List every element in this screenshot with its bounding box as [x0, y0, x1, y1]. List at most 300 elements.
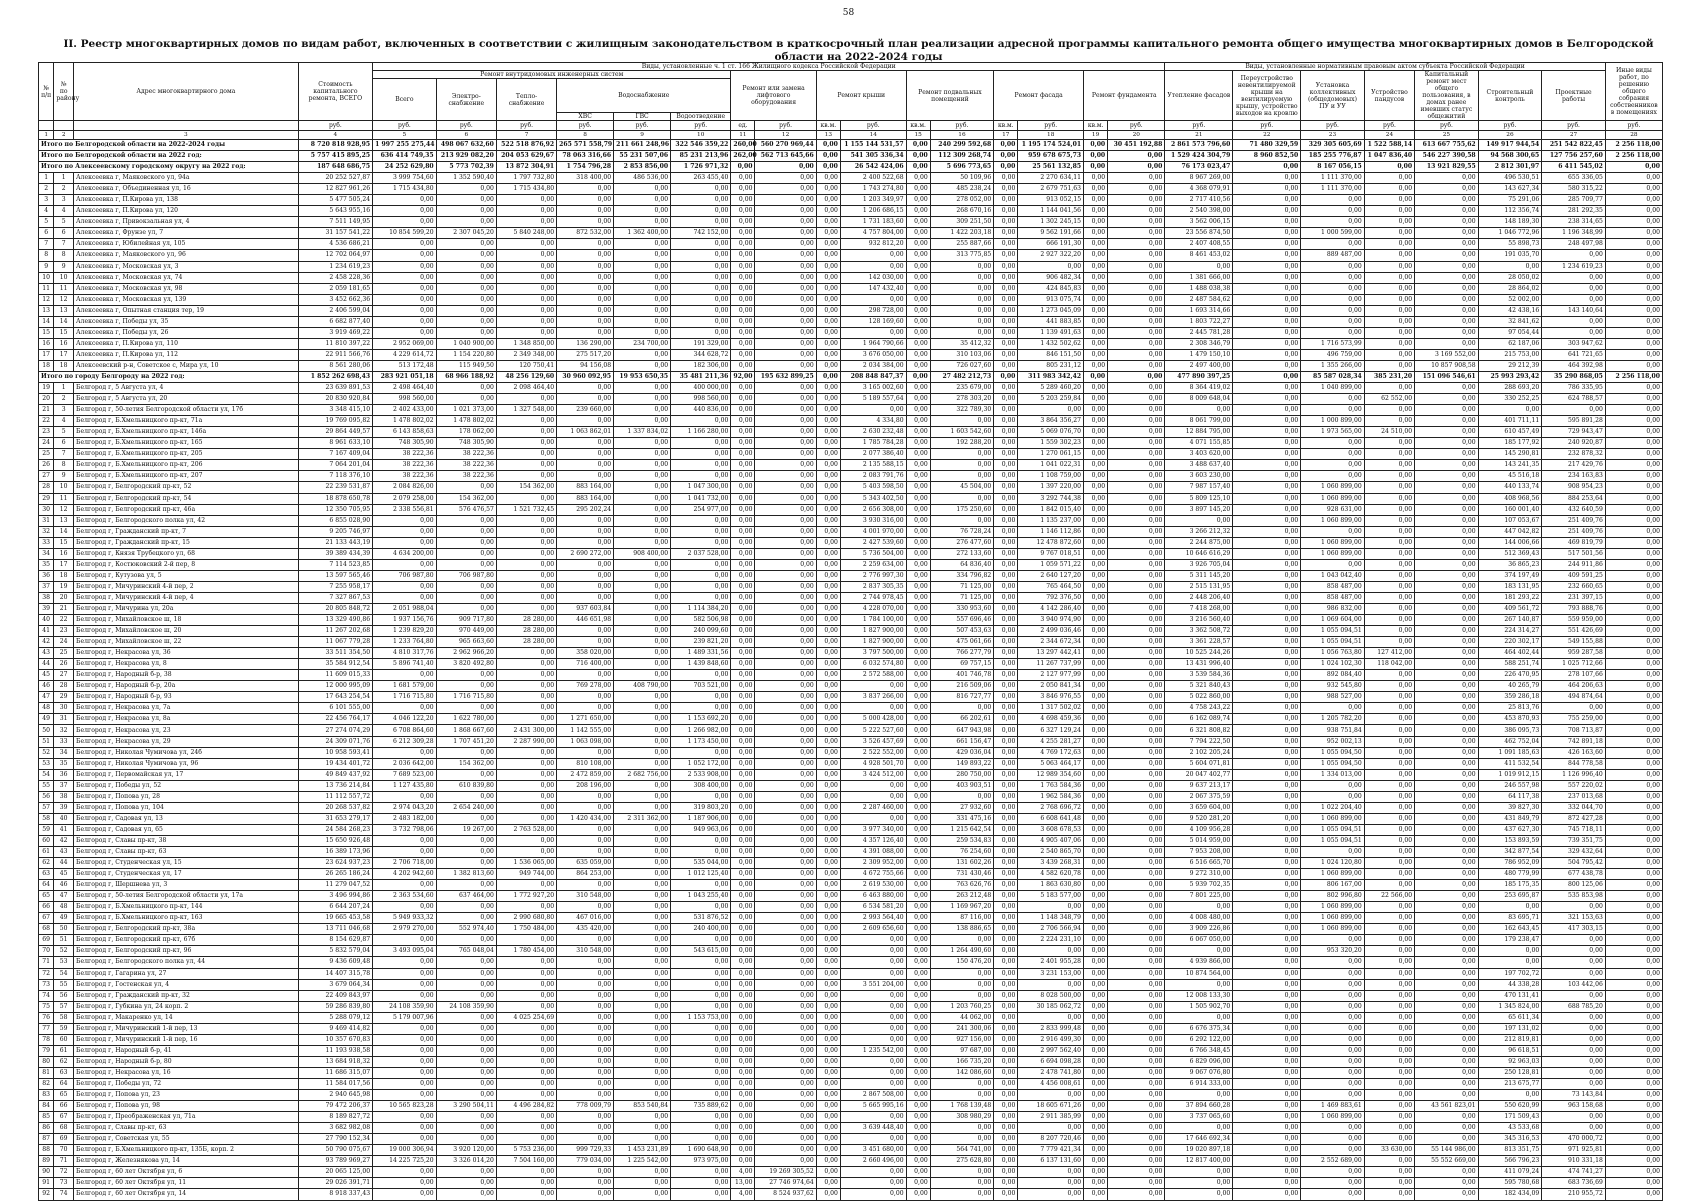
value-cell: 0,00 — [614, 1134, 671, 1145]
value-cell: 0,00 — [671, 1167, 731, 1178]
value-cell: 932 812,20 — [840, 239, 906, 250]
row-number: 33 — [39, 537, 54, 548]
value-cell: 0,00 — [496, 747, 556, 758]
table-row — [39, 968, 1663, 979]
value-cell: 0,00 — [436, 1090, 496, 1101]
value-cell: 35 290 868,05 — [1542, 371, 1606, 382]
total-label: Итого по Белгородской области на 2022 год: — [39, 151, 299, 162]
value-cell: 0,00 — [1415, 736, 1479, 747]
value-cell: 0,00 — [731, 1001, 755, 1012]
value-cell: 268 670,16 — [930, 206, 994, 217]
table-row — [39, 902, 1663, 913]
row-number: 61 — [39, 847, 54, 858]
value-cell: 0,00 — [557, 902, 614, 913]
value-cell: 0,00 — [816, 714, 840, 725]
value-cell: 0,00 — [731, 449, 755, 460]
value-cell: 0,00 — [436, 283, 496, 294]
value-cell: 9 469 414,82 — [298, 1023, 373, 1034]
value-cell: 0,00 — [994, 228, 1018, 239]
value-cell: 0,00 — [1233, 471, 1301, 482]
value-cell: 0,00 — [1233, 637, 1301, 648]
address-cell: Алексеевка г, П.Кирова ул, 112 — [74, 349, 299, 360]
value-cell: 0,00 — [1415, 1034, 1479, 1045]
value-cell: 0,00 — [436, 239, 496, 250]
value-cell: 0,00 — [731, 670, 755, 681]
value-cell: 0,00 — [1084, 968, 1108, 979]
total-label: Итого по городу Белгороду на 2022 год: — [39, 371, 299, 382]
value-cell: 0,00 — [816, 1178, 840, 1189]
value-cell: 0,00 — [755, 692, 816, 703]
value-cell: 0,00 — [1364, 493, 1414, 504]
value-cell: 96 618,51 — [1478, 1045, 1542, 1056]
value-cell: 0,00 — [496, 1178, 556, 1189]
value-cell: 0,00 — [436, 537, 496, 548]
value-cell: 0,00 — [1364, 924, 1414, 935]
value-cell: 1 797 732,80 — [496, 173, 556, 184]
value-cell: 0,00 — [816, 581, 840, 592]
value-cell: 3 216 560,40 — [1165, 615, 1233, 626]
value-cell: 2 472 859,00 — [557, 769, 614, 780]
district-number: 11 — [54, 283, 74, 294]
value-cell: 0,00 — [994, 383, 1018, 394]
value-cell: 0,00 — [1165, 1090, 1233, 1101]
value-cell: 0,00 — [1605, 1012, 1662, 1023]
value-cell: 6 766 348,45 — [1165, 1045, 1233, 1056]
value-cell: 332 044,70 — [1542, 802, 1606, 813]
address-cell: Белгород г, Студенческая ул, 15 — [74, 858, 299, 869]
value-cell: 0,00 — [1084, 780, 1108, 791]
value-cell: 0,00 — [1233, 305, 1301, 316]
value-cell: 0,00 — [496, 990, 556, 1001]
value-cell: 3 977 340,00 — [840, 824, 906, 835]
value-cell: 0,00 — [373, 1045, 437, 1056]
table-row — [39, 1067, 1663, 1078]
value-cell: 0,00 — [994, 371, 1018, 382]
row-number: 23 — [39, 427, 54, 438]
value-cell: 13 736 214,84 — [298, 780, 373, 791]
value-cell: 0,00 — [1415, 670, 1479, 681]
value-cell: 76 728,24 — [930, 526, 994, 537]
value-cell: 0,00 — [1415, 493, 1479, 504]
value-cell: 0,00 — [994, 570, 1018, 581]
value-cell: 224 314,27 — [1478, 626, 1542, 637]
value-cell: 0,00 — [906, 615, 930, 626]
total-row — [39, 151, 1663, 162]
value-cell: 0,00 — [614, 670, 671, 681]
value-cell: 0,00 — [755, 526, 816, 537]
value-cell: 0,00 — [614, 847, 671, 858]
district-number: 23 — [54, 626, 74, 637]
value-cell: 0,00 — [816, 338, 840, 349]
value-cell: 0,00 — [1084, 338, 1108, 349]
value-cell: 1 273 045,09 — [1018, 305, 1084, 316]
value-cell: 1 046 772,96 — [1478, 228, 1542, 239]
value-cell: 883 164,00 — [557, 482, 614, 493]
value-cell: 0,00 — [755, 1123, 816, 1134]
value-cell: 0,00 — [994, 438, 1018, 449]
value-cell: 0,00 — [731, 1067, 755, 1078]
value-cell: 0,00 — [1301, 791, 1365, 802]
value-cell: 742 891,18 — [1542, 736, 1606, 747]
value-cell: 1 060 899,00 — [1301, 924, 1365, 935]
unit-cell: кв.м. — [816, 121, 840, 131]
value-cell: 3 897 145,20 — [1165, 504, 1233, 515]
value-cell: 462 752,04 — [1478, 736, 1542, 747]
value-cell: 0,00 — [1233, 592, 1301, 603]
value-cell: 0,00 — [1364, 460, 1414, 471]
value-cell: 0,00 — [816, 758, 840, 769]
value-cell: 0,00 — [906, 581, 930, 592]
value-cell: 0,00 — [373, 537, 437, 548]
value-cell: 0,00 — [1233, 670, 1301, 681]
value-cell: 31 653 279,17 — [298, 813, 373, 824]
value-cell: 0,00 — [614, 1045, 671, 1056]
value-cell: 0,00 — [614, 1178, 671, 1189]
value-cell: 0,00 — [930, 493, 994, 504]
value-cell: 0,00 — [816, 791, 840, 802]
value-cell: 19 267,00 — [436, 824, 496, 835]
address-cell: Белгород г, Студенческая ул, 17 — [74, 869, 299, 880]
header-water: Водоснабжение — [557, 79, 731, 113]
value-cell: 0,00 — [1542, 1078, 1606, 1089]
value-cell: 0,00 — [1364, 692, 1414, 703]
value-cell: 745 718,11 — [1542, 824, 1606, 835]
value-cell: 0,00 — [1084, 637, 1108, 648]
address-cell: Белгород г, Белгородский пр-кт, 46а — [74, 504, 299, 515]
value-cell: 0,00 — [1364, 1178, 1414, 1189]
address-cell: Белгород г, Некрасова ул, 23 — [74, 725, 299, 736]
column-number: 4 — [298, 131, 373, 140]
value-cell: 0,00 — [496, 835, 556, 846]
value-cell: 197 131,02 — [1478, 1023, 1542, 1034]
value-cell: 1 239 829,20 — [373, 626, 437, 637]
table-row — [39, 1001, 1663, 1012]
value-cell: 0,00 — [614, 537, 671, 548]
value-cell: 4 456 008,61 — [1018, 1078, 1084, 1089]
value-cell: 0,00 — [1605, 482, 1662, 493]
value-cell: 0,00 — [614, 482, 671, 493]
value-cell: 0,00 — [1233, 880, 1301, 891]
value-cell: 0,00 — [755, 1145, 816, 1156]
value-cell: 52 002,00 — [1478, 294, 1542, 305]
value-cell: 0,00 — [906, 592, 930, 603]
value-cell: 0,00 — [816, 416, 840, 427]
value-cell: 11 067 779,28 — [298, 637, 373, 648]
value-cell: 0,00 — [1233, 758, 1301, 769]
value-cell: 1 478 802,02 — [373, 416, 437, 427]
value-cell: 0,00 — [1108, 1101, 1165, 1112]
value-cell: 1 091 185,63 — [1478, 747, 1542, 758]
value-cell: 0,00 — [1233, 283, 1301, 294]
value-cell: 0,00 — [614, 1112, 671, 1123]
value-cell: 0,00 — [755, 360, 816, 371]
value-cell: 0,00 — [1108, 979, 1165, 990]
value-cell: 278 107,66 — [1542, 670, 1606, 681]
district-number: 21 — [54, 603, 74, 614]
value-cell: 0,00 — [906, 405, 930, 416]
value-cell: 0,00 — [1108, 990, 1165, 1001]
value-cell: 0,00 — [671, 692, 731, 703]
value-cell: 44 062,00 — [930, 1012, 994, 1023]
value-cell: 0,00 — [994, 581, 1018, 592]
value-cell: 0,00 — [906, 869, 930, 880]
value-cell: 0,00 — [557, 537, 614, 548]
value-cell: 0,00 — [1084, 835, 1108, 846]
value-cell: 0,00 — [1301, 1001, 1365, 1012]
value-cell: 0,00 — [1108, 261, 1165, 272]
value-cell: 0,00 — [906, 184, 930, 195]
table-row — [39, 1123, 1663, 1134]
value-cell: 0,00 — [1233, 1090, 1301, 1101]
value-cell: 20 268 537,82 — [298, 802, 373, 813]
unit-cell: руб. — [557, 121, 614, 131]
unit-cell: руб. — [1233, 121, 1301, 131]
column-number: 18 — [1018, 131, 1084, 140]
value-cell: 3 999 754,60 — [373, 173, 437, 184]
value-cell: 0,00 — [1415, 173, 1479, 184]
value-cell: 0,00 — [557, 416, 614, 427]
value-cell: 0,00 — [1605, 515, 1662, 526]
value-cell: 0,00 — [755, 537, 816, 548]
district-number: 52 — [54, 946, 74, 957]
value-cell: 0,00 — [1108, 780, 1165, 791]
value-cell: 1 148 348,79 — [1018, 913, 1084, 924]
value-cell: 0,00 — [816, 327, 840, 338]
value-cell: 409 591,25 — [1542, 570, 1606, 581]
value-cell: 0,00 — [1084, 1178, 1108, 1189]
value-cell: 24 252 629,80 — [373, 162, 437, 173]
row-number: 90 — [39, 1167, 54, 1178]
address-cell: Алексеевка г, Победы ул, 26 — [74, 327, 299, 338]
value-cell: 2 077 386,40 — [840, 449, 906, 460]
value-cell: 3 737 065,60 — [1165, 1112, 1233, 1123]
value-cell: 78 063 316,66 — [557, 151, 614, 162]
value-cell: 0,00 — [1605, 615, 1662, 626]
value-cell: 4 025 254,69 — [496, 1012, 556, 1023]
value-cell: 0,00 — [994, 835, 1018, 846]
unit-cell: кв.м. — [906, 121, 930, 131]
row-number: 84 — [39, 1101, 54, 1112]
value-cell: 0,00 — [906, 1034, 930, 1045]
value-cell: 0,00 — [1415, 835, 1479, 846]
value-cell: 0,00 — [816, 195, 840, 206]
value-cell: 8 189 827,72 — [298, 1112, 373, 1123]
value-cell: 0,00 — [1364, 327, 1414, 338]
value-cell: 0,00 — [1364, 1167, 1414, 1178]
value-cell: 0,00 — [816, 968, 840, 979]
value-cell: 0,00 — [373, 880, 437, 891]
value-cell: 0,00 — [436, 835, 496, 846]
unit-cell: руб. — [1108, 121, 1165, 131]
district-number: 70 — [54, 1145, 74, 1156]
value-cell: 0,00 — [614, 1167, 671, 1178]
value-cell: 0,00 — [496, 206, 556, 217]
row-number: 50 — [39, 725, 54, 736]
value-cell: 0,00 — [1233, 681, 1301, 692]
value-cell: 0,00 — [614, 824, 671, 835]
value-cell: 0,00 — [1415, 427, 1479, 438]
value-cell: 0,00 — [906, 747, 930, 758]
value-cell: 0,00 — [1301, 1189, 1365, 1200]
value-cell: 8 967 269,00 — [1165, 173, 1233, 184]
value-cell: 0,00 — [994, 1023, 1018, 1034]
value-cell: 0,00 — [1233, 184, 1301, 195]
value-cell: 1 863 630,80 — [1018, 880, 1084, 891]
value-cell: 0,00 — [755, 1078, 816, 1089]
value-cell: 0,00 — [1108, 592, 1165, 603]
value-cell: 0,00 — [373, 261, 437, 272]
value-cell: 0,00 — [906, 935, 930, 946]
value-cell: 0,00 — [1364, 637, 1414, 648]
value-cell: 0,00 — [906, 780, 930, 791]
value-cell: 0,00 — [1233, 902, 1301, 913]
value-cell: 0,00 — [731, 769, 755, 780]
value-cell: 0,00 — [906, 913, 930, 924]
value-cell: 0,00 — [1084, 228, 1108, 239]
value-cell: 0,00 — [671, 471, 731, 482]
value-cell: 181 293,22 — [1478, 592, 1542, 603]
value-cell: 4 142 286,40 — [1018, 603, 1084, 614]
table-row — [39, 217, 1663, 228]
value-cell: 0,00 — [1108, 1134, 1165, 1145]
value-cell: 235 679,00 — [930, 383, 994, 394]
value-cell: 0,00 — [1605, 681, 1662, 692]
value-cell: 998 560,00 — [671, 394, 731, 405]
value-cell: 1 235 542,00 — [840, 1045, 906, 1056]
value-cell: 0,00 — [1108, 835, 1165, 846]
value-cell: 0,00 — [994, 1123, 1018, 1134]
value-cell: 0,00 — [671, 1090, 731, 1101]
table-row — [39, 294, 1663, 305]
value-cell: 0,00 — [1165, 1189, 1233, 1200]
row-number: 29 — [39, 493, 54, 504]
value-cell: 1 000 899,00 — [1301, 416, 1365, 427]
value-cell: 0,00 — [436, 316, 496, 327]
value-cell: 1 716 715,80 — [373, 692, 437, 703]
value-cell: 5 665 995,16 — [840, 1101, 906, 1112]
value-cell: 0,00 — [1233, 1145, 1301, 1156]
value-cell: 0,00 — [840, 681, 906, 692]
value-cell: 0,00 — [1605, 880, 1662, 891]
value-cell: 237 013,68 — [1542, 791, 1606, 802]
value-cell: 5 183 577,00 — [1018, 891, 1084, 902]
value-cell: 0,00 — [436, 305, 496, 316]
value-cell: 0,00 — [1084, 504, 1108, 515]
value-cell: 2 619 530,00 — [840, 880, 906, 891]
value-cell: 0,00 — [1233, 1023, 1301, 1034]
value-cell: 0,00 — [671, 1045, 731, 1056]
value-cell: 0,00 — [496, 1112, 556, 1123]
value-cell: 3 169 552,00 — [1415, 349, 1479, 360]
value-cell: 0,00 — [1084, 802, 1108, 813]
value-cell: 0,00 — [373, 1078, 437, 1089]
value-cell: 0,00 — [1108, 703, 1165, 714]
value-cell: 0,00 — [496, 394, 556, 405]
value-cell: 9 637 213,17 — [1165, 780, 1233, 791]
value-cell: 2 522 552,00 — [840, 747, 906, 758]
value-cell: 0,00 — [1233, 1123, 1301, 1134]
value-cell: 0,00 — [994, 360, 1018, 371]
value-cell: 0,00 — [1605, 1034, 1662, 1045]
value-cell: 0,00 — [816, 880, 840, 891]
value-cell: 0,00 — [1233, 725, 1301, 736]
value-cell: 0,00 — [731, 1034, 755, 1045]
value-cell: 0,00 — [755, 1056, 816, 1067]
column-number: 11 — [731, 131, 755, 140]
value-cell: 0,00 — [1605, 648, 1662, 659]
value-cell: 1 726 971,32 — [671, 162, 731, 173]
value-cell: 0,00 — [1108, 427, 1165, 438]
value-cell: 470 131,41 — [1478, 990, 1542, 1001]
value-cell: 0,00 — [1108, 603, 1165, 614]
row-number: 60 — [39, 835, 54, 846]
value-cell: 446 651,98 — [557, 615, 614, 626]
value-cell: 3 439 268,31 — [1018, 858, 1084, 869]
value-cell: 1 126 996,40 — [1542, 769, 1606, 780]
value-cell: 0,00 — [614, 791, 671, 802]
value-cell: 185 255 776,87 — [1301, 151, 1365, 162]
value-cell: 0,00 — [1108, 1067, 1165, 1078]
value-cell: 0,00 — [994, 670, 1018, 681]
address-cell: Белгород г, 50-летия Белгородской области ул, 17б — [74, 405, 299, 416]
value-cell: 0,00 — [1084, 151, 1108, 162]
value-cell: 8 364 419,02 — [1165, 383, 1233, 394]
value-cell: 0,00 — [840, 1023, 906, 1034]
value-cell: 0,00 — [496, 935, 556, 946]
value-cell: 7 689 523,00 — [373, 769, 437, 780]
unit-cell-empty — [54, 121, 74, 131]
value-cell: 0,00 — [373, 515, 437, 526]
value-cell: 0,00 — [436, 482, 496, 493]
value-cell: 29 026 391,71 — [298, 1178, 373, 1189]
value-cell: 313 775,85 — [930, 250, 994, 261]
header-meters: Установка коллективных (общедомовых) ПУ и УУ — [1301, 71, 1365, 121]
column-number: 2 — [54, 131, 74, 140]
row-number: 11 — [39, 283, 54, 294]
value-cell: 0,00 — [994, 327, 1018, 338]
value-cell: 3 930 316,00 — [840, 515, 906, 526]
row-number: 71 — [39, 957, 54, 968]
value-cell: 0,00 — [1364, 570, 1414, 581]
row-number: 1 — [39, 173, 54, 184]
value-cell: 0,00 — [816, 802, 840, 813]
value-cell: 0,00 — [816, 681, 840, 692]
value-cell: 0,00 — [1605, 824, 1662, 835]
value-cell: 432 640,59 — [1542, 504, 1606, 515]
value-cell: 0,00 — [755, 769, 816, 780]
value-cell: 0,00 — [1233, 206, 1301, 217]
value-cell: 0,00 — [994, 471, 1018, 482]
value-cell: 0,00 — [731, 493, 755, 504]
value-cell: 0,00 — [373, 327, 437, 338]
value-cell: 0,00 — [1108, 626, 1165, 637]
address-cell: Белгород г, Гражданский пр-кт, 7 — [74, 526, 299, 537]
value-cell: 779 034,00 — [557, 1156, 614, 1167]
value-cell: 0,00 — [671, 261, 731, 272]
value-cell: 0,00 — [755, 592, 816, 603]
value-cell: 0,00 — [906, 659, 930, 670]
value-cell: 0,00 — [557, 394, 614, 405]
value-cell: 0,00 — [1415, 338, 1479, 349]
value-cell: 0,00 — [1301, 1145, 1365, 1156]
value-cell: 0,00 — [496, 703, 556, 714]
value-cell: 0,00 — [816, 272, 840, 283]
value-cell: 142 030,00 — [840, 272, 906, 283]
value-cell: 0,00 — [994, 261, 1018, 272]
value-cell: 204 053 629,67 — [496, 151, 556, 162]
value-cell: 0,00 — [1605, 736, 1662, 747]
value-cell: 0,00 — [1364, 968, 1414, 979]
